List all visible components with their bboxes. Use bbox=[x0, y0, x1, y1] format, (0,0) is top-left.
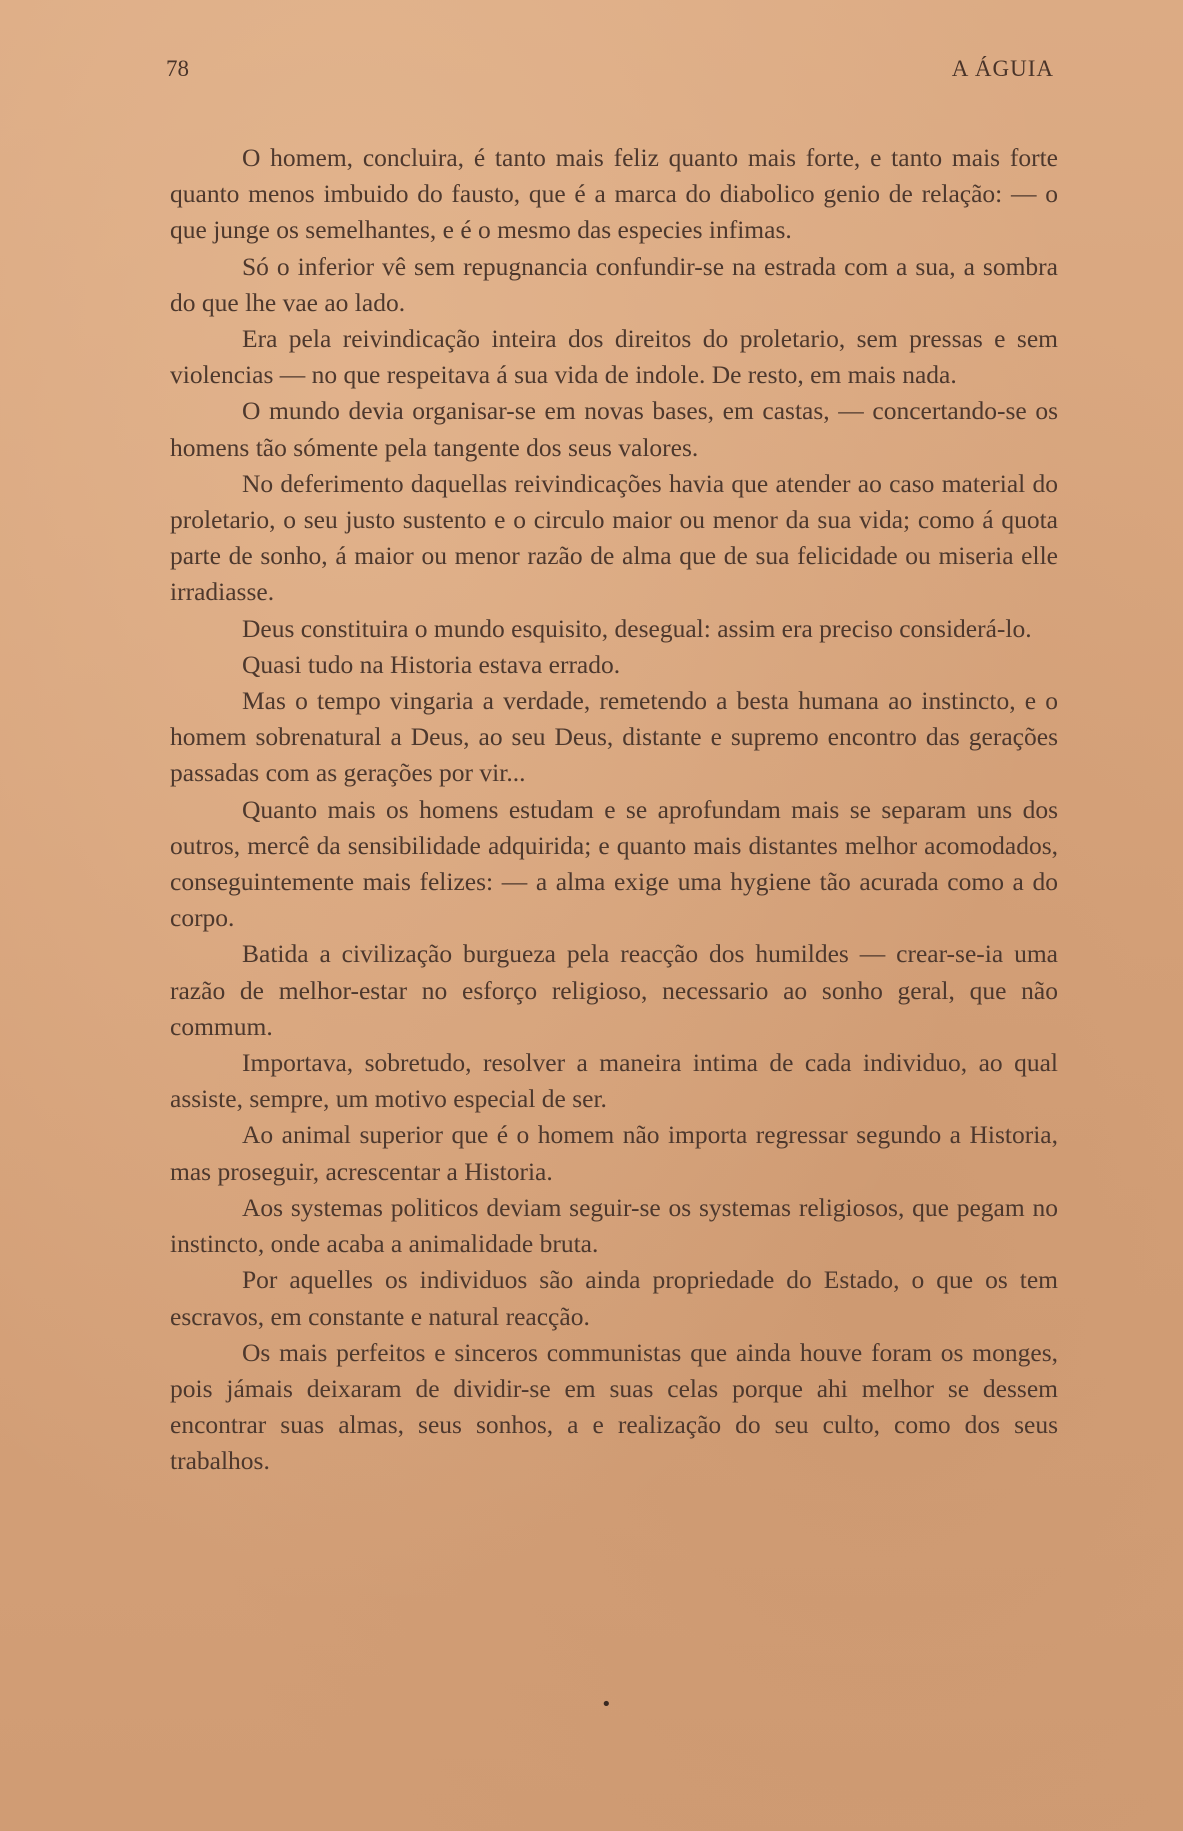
paragraph: Os mais perfeitos e sinceros communistas que ainda houve foram os monges, pois jámais deixaram de dividir-se em suas celas porque ahi melhor se dessem encontrar suas almas, seus sonhos, a e realização do seu culto, como dos seus trabalhos. bbox=[170, 1337, 1058, 1476]
paragraph: Ao animal superior que é o homem não importa regressar segundo a Historia, mas proseguir, acrescentar a Historia. bbox=[170, 1120, 1058, 1186]
paragraph: Quasi tudo na Historia estava errado. bbox=[242, 649, 621, 679]
paragraph: No deferimento daquellas reivindicações havia que atender ao caso material do proletario, o seu justo sustento e o circulo maior ou menor da sua vida; como á quota parte de sonho, á maior ou menor razão de alma que de sua felicidade ou miseria elle irradiasse. bbox=[170, 468, 1058, 607]
paragraph: Por aquelles os individuos são ainda propriedade do Estado, o que os tem escravos, em constante e natural reacção. bbox=[170, 1265, 1058, 1331]
footer-mark: • bbox=[601, 1694, 612, 1715]
paragraph: Batida a civilização burgueza pela reacção dos humildes — crear-se-ia uma razão de melhor-estar no esforço religioso, necessario ao sonho geral, que não commum. bbox=[170, 939, 1058, 1041]
paragraph: Só o inferior vê sem repugnancia confundir-se na estrada com a sua, a sombra do que lhe vae ao lado. bbox=[170, 251, 1058, 317]
body-text bbox=[170, 140, 1058, 1480]
paragraph: Aos systemas politicos deviam seguir-se os systemas religiosos, que pegam no instincto, onde acaba a animalidade bruta. bbox=[170, 1192, 1058, 1259]
paragraph: O homem, concluira, é tanto mais feliz quanto mais forte, e tanto mais forte quanto menos imbuido do fausto, que é a marca do diabolico genio de relação: — o que junge os semelhantes, e é o mesmo das especies infimas. bbox=[170, 143, 1058, 245]
paragraph: Mas o tempo vingaria a verdade, remetendo a besta humana ao instincto, e o homem sobrenatural a Deus, ao seu Deus, distante e supremo encontro das gerações passadas com as gerações por vir... bbox=[170, 686, 1058, 788]
journal-title: A ÁGUIA bbox=[951, 56, 1054, 81]
paragraph: Importava, sobretudo, resolver a maneira intima de cada individuo, ao qual assiste, sempre, um motivo especial de ser. bbox=[170, 1048, 1058, 1114]
paragraph: Deus constituira o mundo esquisito, desegual: assim era preciso considerá-lo. bbox=[242, 613, 1032, 643]
running-head bbox=[166, 56, 1054, 86]
paragraph: Era pela reivindicação inteira dos direitos do proletario, sem pressas e sem violencias — no que respeitava á sua vida de indole. De resto, em mais nada. bbox=[170, 324, 1058, 390]
paragraph: Quanto mais os homens estudam e se aprofundam mais se separam uns dos outros, mercê da sensibilidade adquirida; e quanto mais distantes melhor acomodados, conseguintemente mais felizes: — a alma exige uma hygiene tão acurada como a do corpo. bbox=[170, 794, 1058, 933]
paragraph: O mundo devia organisar-se em novas bases, em castas, — concertando-se os homens tão sómente pela tangente dos seus valores. bbox=[170, 396, 1058, 462]
page-number: 78 bbox=[166, 56, 189, 81]
